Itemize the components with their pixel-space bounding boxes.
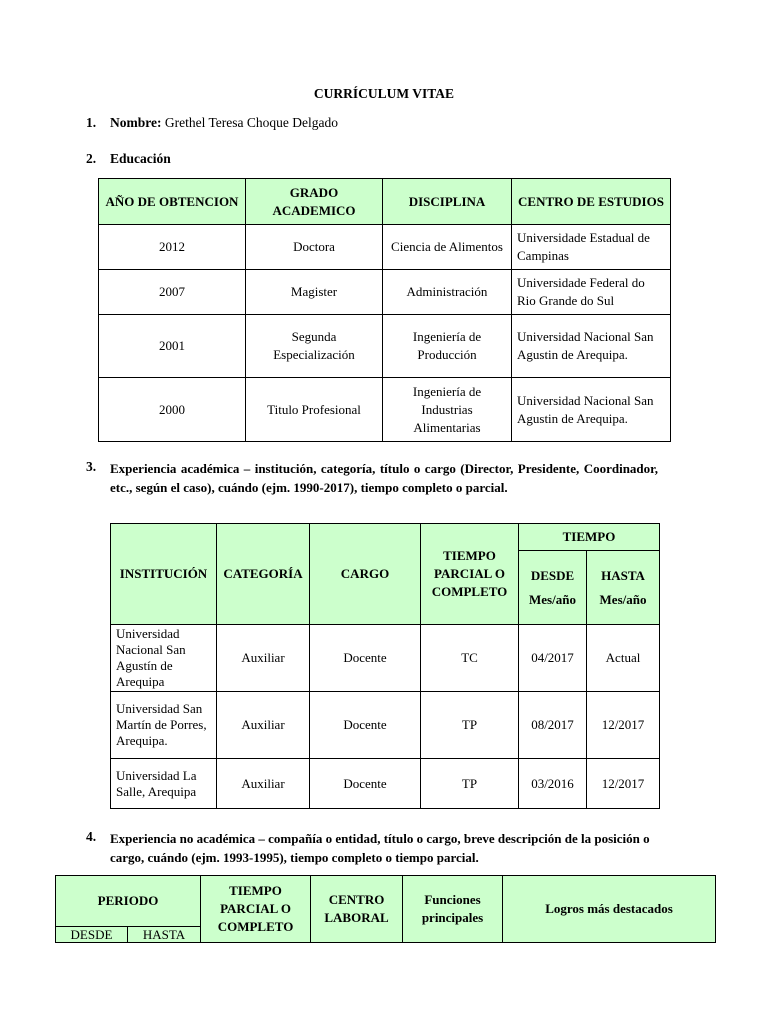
section-number: 3.	[86, 459, 97, 474]
cell-disciplina: Ingeniería de Producción	[383, 315, 512, 378]
header-tiempo: TIEMPO	[519, 524, 660, 551]
cell-desde: 08/2017	[519, 692, 587, 759]
cell-tiempo: TP	[421, 692, 519, 759]
header-grado: GRADO ACADEMICO	[246, 179, 383, 225]
header-hasta: HASTA	[128, 927, 201, 943]
section-number: 2.	[86, 151, 97, 166]
cell-categoria: Auxiliar	[217, 625, 310, 692]
cell-desde: 03/2016	[519, 759, 587, 809]
section-number: 1.	[86, 115, 97, 130]
cell-grado: Titulo Profesional	[246, 378, 383, 442]
cell-categoria: Auxiliar	[217, 759, 310, 809]
cell-disciplina: Administración	[383, 270, 512, 315]
table-row	[111, 692, 660, 759]
section-4-text: Experiencia no académica – compañía o entidad, título o cargo, breve descripción de la posición o cargo, cuándo (ejm. 1993-1995), tiempo completo o tiempo parcial.	[110, 831, 650, 865]
cell-tiempo: TC	[421, 625, 519, 692]
table-row	[111, 759, 660, 809]
cell-centro: Universidad Nacional San Agustin de Arequipa.	[512, 315, 671, 378]
desde-label: DESDE	[530, 567, 575, 583]
academic-experience-table	[110, 523, 660, 809]
table-row	[99, 270, 671, 315]
header-hasta	[587, 551, 660, 625]
cell-institucion: Universidad San Martín de Porres, Arequipa.	[111, 692, 217, 759]
cell-desde: 04/2017	[519, 625, 587, 692]
section-3-number	[86, 459, 110, 475]
header-institucion: INSTITUCIÓN	[111, 524, 217, 625]
header-categoria: CATEGORÍA	[217, 524, 310, 625]
header-logros: Logros más destacados	[503, 876, 716, 943]
cell-hasta: 12/2017	[587, 759, 660, 809]
page-title: CURRÍCULUM VITAE	[313, 86, 455, 101]
cell-cargo: Docente	[310, 625, 421, 692]
section-nombre	[86, 115, 338, 131]
section-4-number	[86, 829, 110, 845]
cell-grado: Doctora	[246, 225, 383, 270]
header-tiempo-parcial: TIEMPO PARCIAL O COMPLETO	[421, 524, 519, 625]
cell-anio: 2007	[99, 270, 246, 315]
cell-anio: 2000	[99, 378, 246, 442]
table-row	[111, 625, 660, 692]
cell-disciplina: Ciencia de Alimentos	[383, 225, 512, 270]
non-academic-experience-table	[55, 875, 716, 943]
table-row	[99, 225, 671, 270]
header-desde	[519, 551, 587, 625]
hasta-label: HASTA	[601, 567, 645, 583]
cell-categoria: Auxiliar	[217, 692, 310, 759]
nombre-label: Nombre:	[110, 115, 162, 130]
cell-anio: 2001	[99, 315, 246, 378]
cell-hasta: 12/2017	[587, 692, 660, 759]
header-centro: CENTRO DE ESTUDIOS	[512, 179, 671, 225]
cell-grado: Magister	[246, 270, 383, 315]
cell-cargo: Docente	[310, 759, 421, 809]
nombre-value: Grethel Teresa Choque Delgado	[161, 115, 338, 130]
cell-cargo: Docente	[310, 692, 421, 759]
header-desde: DESDE	[56, 927, 128, 943]
cell-centro: Universidad Nacional San Agustin de Arequipa.	[512, 378, 671, 442]
education-table	[98, 178, 671, 442]
cell-tiempo: TP	[421, 759, 519, 809]
table-row	[99, 315, 671, 378]
section-3-text: Experiencia académica – institución, categoría, título o cargo (Director, Presidente, Coordinador, etc., según el caso), cuándo (ejm. 1990-2017), tiempo completo o parcial.	[110, 461, 658, 495]
cell-institucion: Universidad La Salle, Arequipa	[111, 759, 217, 809]
header-anio: AÑO DE OBTENCION	[99, 179, 246, 225]
cell-anio: 2012	[99, 225, 246, 270]
section-educacion	[86, 151, 171, 167]
cell-centro: Universidade Estadual de Campinas	[512, 225, 671, 270]
table-row	[99, 378, 671, 442]
cell-hasta: Actual	[587, 625, 660, 692]
header-periodo: PERIODO	[56, 876, 201, 927]
cell-centro: Universidade Federal do Rio Grande do Sul	[512, 270, 671, 315]
cell-disciplina: Ingeniería de Industrias Alimentarias	[383, 378, 512, 442]
header-cargo: CARGO	[310, 524, 421, 625]
desde-sub: Mes/año	[529, 591, 576, 607]
header-centro: CENTRO LABORAL	[311, 876, 403, 943]
cell-grado: Segunda Especialización	[246, 315, 383, 378]
header-disciplina: DISCIPLINA	[383, 179, 512, 225]
hasta-sub: Mes/año	[599, 591, 647, 607]
section-number: 4.	[86, 829, 97, 844]
cell-institucion: Universidad Nacional San Agustín de Arequipa	[111, 625, 217, 692]
educacion-label: Educación	[110, 151, 171, 166]
header-tiempo: TIEMPO PARCIAL O COMPLETO	[201, 876, 311, 943]
header-funciones: Funciones principales	[403, 876, 503, 943]
